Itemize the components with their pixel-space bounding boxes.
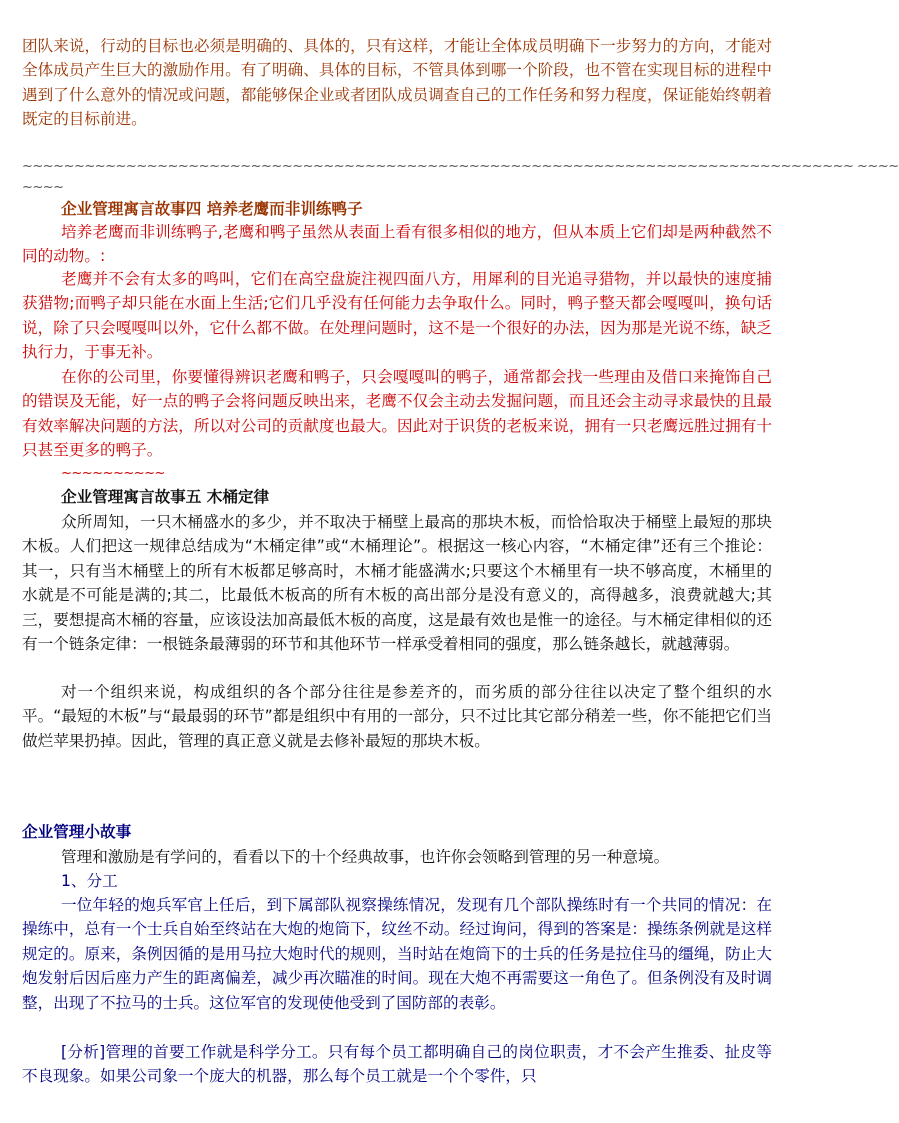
story5-paragraph: 众所周知，一只木桶盛水的多少，并不取决于桶壁上最高的那块木板，而恰恰取决于桶壁上最短的那块木板。人们把这一规律总结成为“木桶定律”或“木桶理论”。根据这一核心内容，“木桶定律”还有三个推论：其一，只有当木桶壁上的所有木板都足够高时，木桶才能盛满水;只要这个木桶里有一块不够高度，木桶里的水就是不可能是满的;其二，比最低木板高的所有木板的高出部分是没有意义的，高得越多，浪费就越大;其三，要想提高木桶的容量，应该设法加高最低木板的高度，这是最有效也是惟一的途径。与木桶定律相似的还有一个链条定律：一根链条最薄弱的环节和其他环节一样承受着相同的强度，那么链条越长，就越薄弱。: [22, 513, 772, 654]
small-stories-intro: 管理和激励是有学问的，看看以下的十个经典故事，也许你会领略到管理的另一种意境。: [61, 848, 670, 866]
section-title: 企业管理小故事: [22, 823, 132, 841]
item-heading: 1、分工: [61, 872, 118, 890]
item-body: 一位年轻的炮兵军官上任后，到下属部队视察操练情况，发现有几个部队操练时有一个共同的情况：在操练中，总有一个士兵自始至终站在大炮的炮筒下，纹丝不动。经过询问，得到的答案是：操练条例就是这样规定的。原来，条例因循的是用马拉大炮时代的规则，当时站在炮筒下的士兵的任务是拉住马的缰绳，防止大炮发射后因后座力产生的距离偏差，减少再次瞄准的时间。现在大炮不再需要这一角色了。但条例没有及时调整，出现了不拉马的士兵。这位军官的发现使他受到了国防部的表彰。: [22, 896, 772, 1012]
story5-title: 企业管理寓言故事五 木桶定律: [61, 488, 270, 506]
story4-paragraph: 在你的公司里，你要懂得辨识老鹰和鸭子，只会嘎嘎叫的鸭子，通常都会找一些理由及借口来掩饰自己的错误及无能，好一点的鸭子会将问题反映出来，老鹰不仅会主动去发掘问题，而且还会主动寻求最快的且最有效率解决问题的方法，所以对公司的贡献度也最大。因此对于识货的老板来说，拥有一只老鹰远胜过拥有十只甚至更多的鸭子。: [22, 368, 772, 460]
story4-title: 企业管理寓言故事四 培养老鹰而非训练鸭子: [61, 200, 363, 218]
story4-paragraph: 老鹰并不会有太多的鸣叫，它们在高空盘旋注视四面八方，用犀利的目光追寻猎物，并以最快的速度捕获猎物;而鸭子却只能在水面上生活;它们几乎没有任何能力去争取什么。同时，鸭子整天都会嘎嘎叫，换句话说，除了只会嘎嘎叫以外，它什么都不做。在处理问题时，这不是一个很好的办法，因为那是光说不练，缺乏执行力，于事无补。: [22, 270, 772, 362]
divider-line: ~~~~~~~~~~~~~~~~~~~~~~~~~~~~~~~~~~~~~~~~~~~~~~~~~~~~~~~~~~~~~~~~~~~~~~~~~~~~~~~~ ~~~~: [22, 159, 899, 174]
divider-line: ~~~~~~~~~~: [61, 466, 165, 481]
item-analysis: [分析]管理的首要工作就是科学分工。只有每个员工都明确自己的岗位职责，才不会产生推委、扯皮等不良现象。如果公司象一个庞大的机器，那么每个员工就是一个个零件，只: [22, 1043, 772, 1086]
intro-paragraph: 团队来说，行动的目标也必须是明确的、具体的，只有这样，才能让全体成员明确下一步努力的方向，才能对全体成员产生巨大的激励作用。有了明确、具体的目标，不管具体到哪一个阶段，也不管在实现目标的进程中遇到了什么意外的情况或问题，都能够保企业或者团队成员调查自己的工作任务和努力程度，保证能始终朝着既定的目标前进。: [22, 37, 772, 129]
story4-paragraph: 培养老鹰而非训练鸭子,老鹰和鸭子虽然从表面上看有很多相似的地方，但从本质上它们却是两种截然不同的动物。:: [22, 223, 772, 266]
divider-line: ~~~~: [22, 180, 64, 195]
story5-paragraph: 对一个组织来说，构成组织的各个部分往往是参差齐的，而劣质的部分往往以决定了整个组织的水平。“最短的木板”与“最最弱的环节”都是组织中有用的一部分，只不过比其它部分稍差一些，你不能把它们当做烂苹果扔掉。因此，管理的真正意义就是去修补最短的那块木板。: [22, 683, 772, 750]
